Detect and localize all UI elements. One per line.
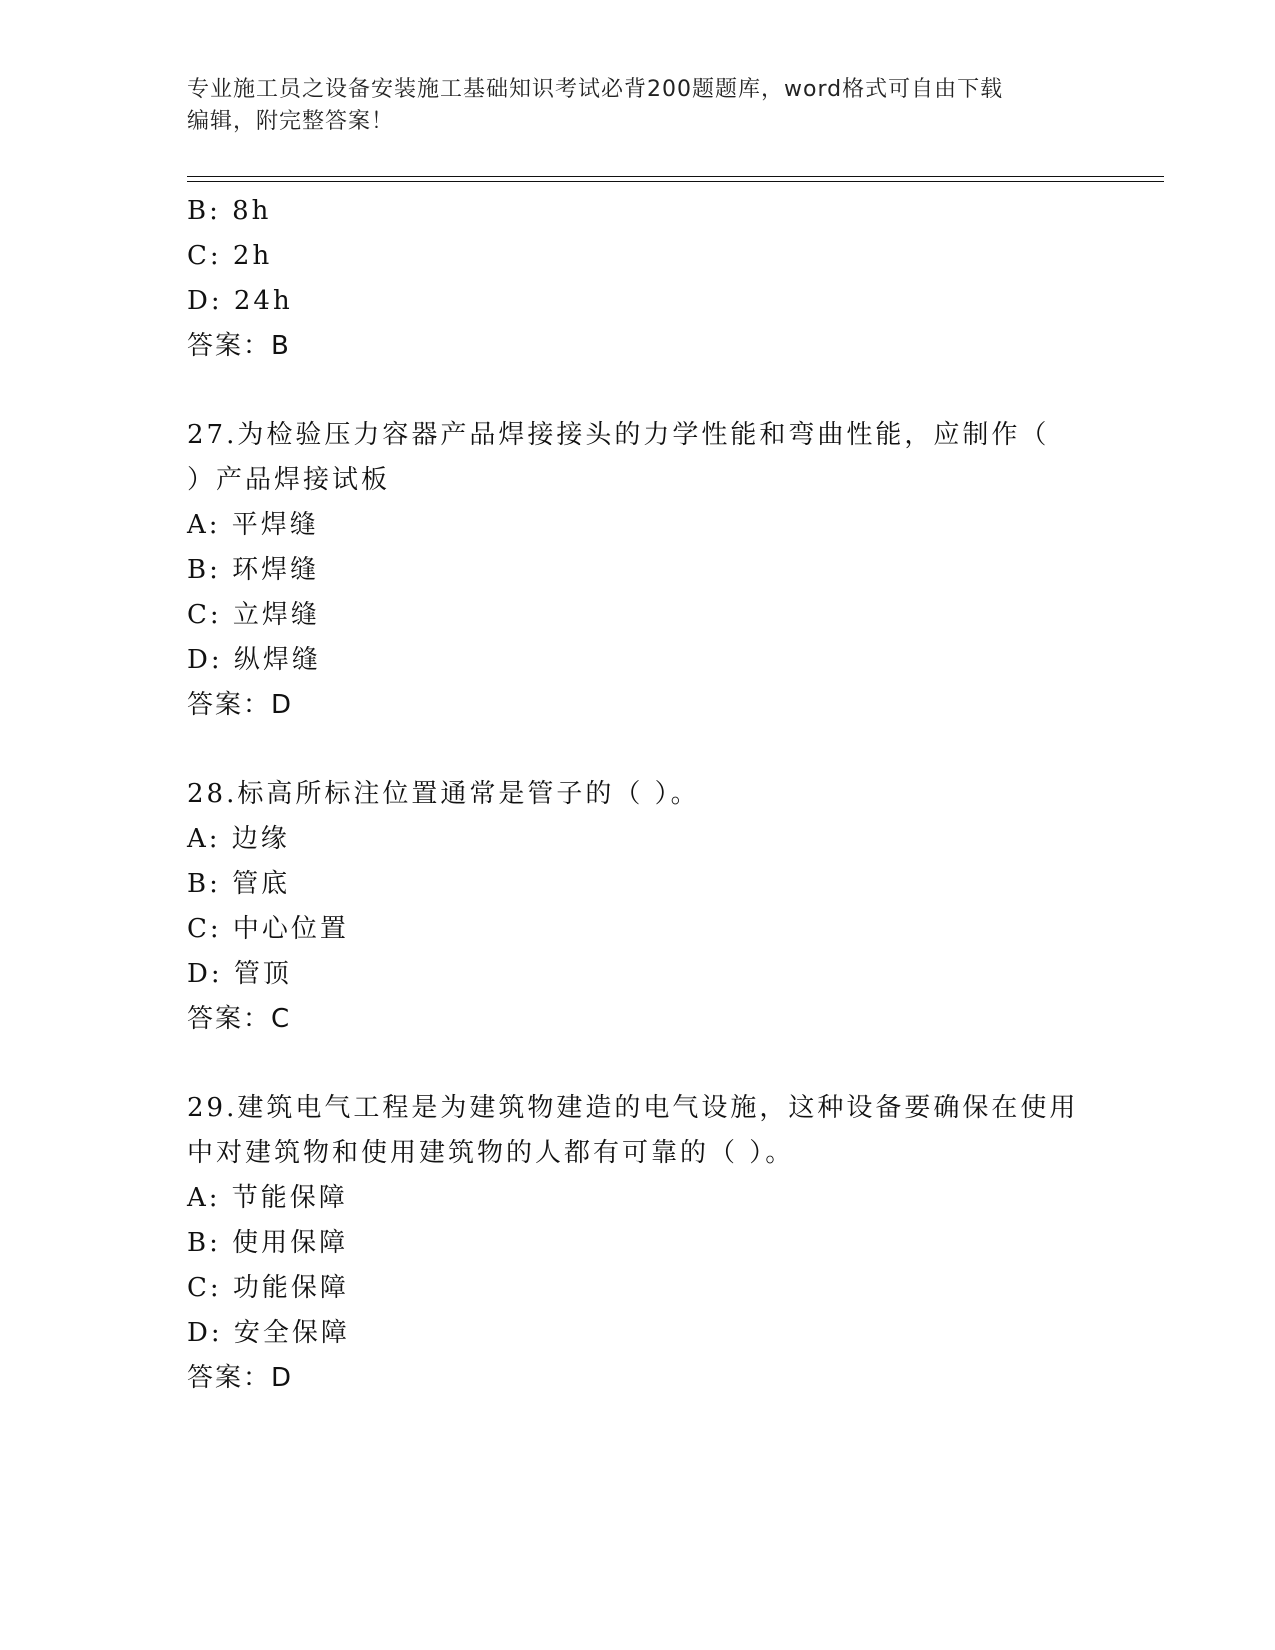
q26-option-b: B: 8h <box>187 196 272 226</box>
q28-stem-line-1: 28.标高所标注位置通常是管子的（ ）。 <box>187 779 700 809</box>
page-header <box>187 74 1087 138</box>
header-divider-bottom <box>187 181 1164 182</box>
q29-option-c: C: 功能保障 <box>187 1273 349 1303</box>
q28-option-a: A: 边缘 <box>187 824 290 854</box>
q28-option-b: B: 管底 <box>187 869 291 899</box>
q27-option-d: D: 纵焊缝 <box>187 645 321 675</box>
q28-option-d: D: 管顶 <box>187 959 292 989</box>
q29-option-a: A: 节能保障 <box>187 1183 348 1213</box>
q27-option-b: B: 环焊缝 <box>187 555 320 585</box>
q27-stem-line-1: 27.为检验压力容器产品焊接接头的力学性能和弯曲性能，应制作（ <box>187 420 1050 450</box>
q26-option-d: D: 24h <box>187 286 293 316</box>
header-divider-top <box>187 176 1164 177</box>
q28-option-c: C: 中心位置 <box>187 914 349 944</box>
q26-option-c: C: 2h <box>187 241 273 271</box>
q27-answer: 答案：D <box>187 690 294 720</box>
q29-stem-line-1: 29.建筑电气工程是为建筑物建造的电气设施，这种设备要确保在使用 <box>187 1093 1079 1123</box>
q29-option-b: B: 使用保障 <box>187 1228 349 1258</box>
q29-stem-line-2: 中对建筑物和使用建筑物的人都有可靠的（ ）。 <box>187 1138 795 1168</box>
q27-option-a: A: 平焊缝 <box>187 510 319 540</box>
q29-answer: 答案：D <box>187 1363 294 1393</box>
q26-answer: 答案：B <box>187 331 291 361</box>
header-line-2: 编辑，附完整答案！ <box>187 109 395 134</box>
header-line-1: 专业施工员之设备安装施工基础知识考试必背200题题库，word格式可自由下载 <box>187 77 1004 102</box>
q29-option-d: D: 安全保障 <box>187 1318 350 1348</box>
q27-stem-line-2: ）产品焊接试板 <box>187 465 391 495</box>
q28-answer: 答案：C <box>187 1004 292 1034</box>
q27-option-c: C: 立焊缝 <box>187 600 320 630</box>
